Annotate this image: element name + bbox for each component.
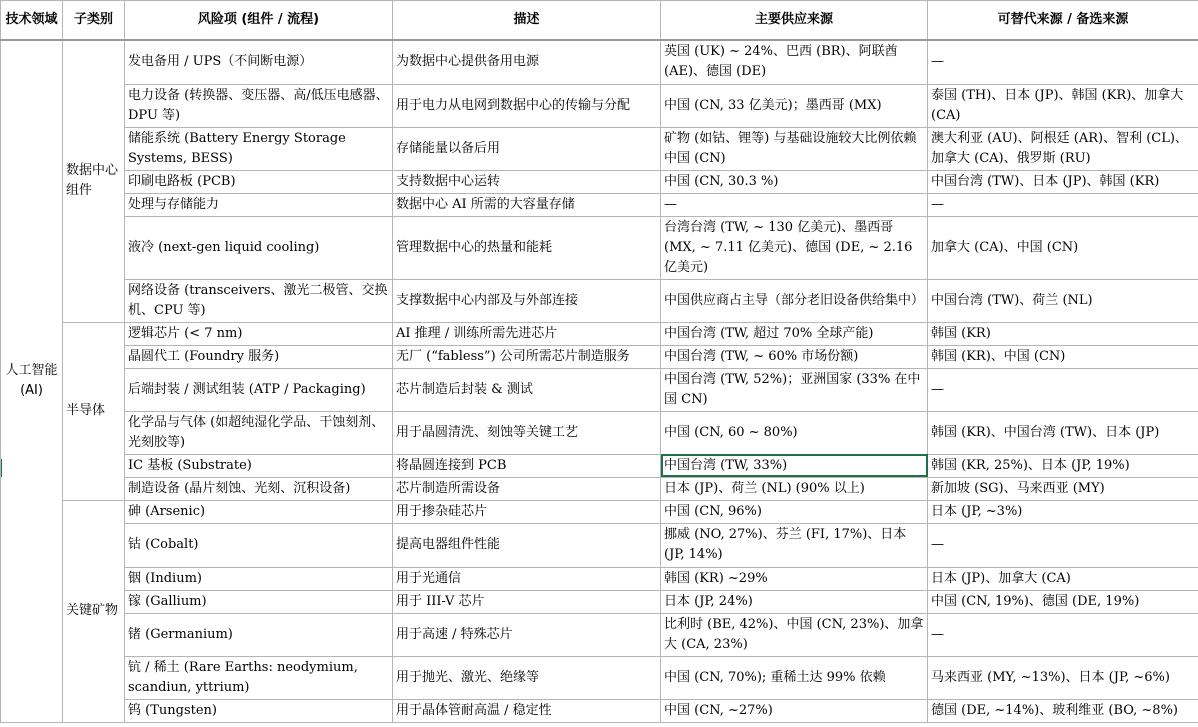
table-row xyxy=(1,477,1198,500)
alternative-source-cell[interactable]: 中国台湾 (TW)、日本 (JP)、韩国 (KR) xyxy=(928,170,1198,193)
table-row xyxy=(1,411,1198,454)
alternative-source-cell[interactable]: 中国 (CN, 19%)、德国 (DE, 19%) xyxy=(928,590,1198,613)
alternative-source-cell[interactable]: 澳大利亚 (AU)、阿根廷 (AR)、智利 (CL)、加拿大 (CA)、俄罗斯 (RU) xyxy=(928,127,1198,170)
alternative-source-cell[interactable]: 韩国 (KR, 25%)、日本 (JP, 19%) xyxy=(928,454,1198,477)
description-cell[interactable]: 用于晶体管耐高温 / 稳定性 xyxy=(393,699,661,722)
primary-source-cell[interactable]: 中国 (CN, 70%); 重稀土达 99% 依赖 xyxy=(661,656,928,699)
primary-source-cell[interactable]: 中国 (CN, 30.3 %) xyxy=(661,170,928,193)
primary-source-cell[interactable]: 中国台湾 (TW, 52%)；亚洲国家 (33% 在中国 CN) xyxy=(661,368,928,411)
risk-item-cell[interactable]: 后端封装 / 测试组装 (ATP / Packaging) xyxy=(125,368,393,411)
description-cell[interactable]: 为数据中心提供备用电源 xyxy=(393,40,661,84)
risk-item-cell[interactable]: 铟 (Indium) xyxy=(125,567,393,590)
primary-source-cell[interactable]: 中国 (CN, 33 亿美元)；墨西哥 (MX) xyxy=(661,84,928,127)
risk-item-cell[interactable]: 发电备用 / UPS（不间断电源） xyxy=(125,40,393,84)
risk-item-cell[interactable]: IC 基板 (Substrate) xyxy=(125,454,393,477)
description-cell[interactable]: AI 推理 / 训练所需先进芯片 xyxy=(393,322,661,345)
table-row xyxy=(1,127,1198,170)
alternative-source-cell[interactable]: 韩国 (KR)、中国 (CN) xyxy=(928,345,1198,368)
primary-source-cell[interactable]: 中国台湾 (TW, 超过 70% 全球产能) xyxy=(661,322,928,345)
primary-source-cell[interactable]: 中国 (CN, 60 ~ 80%) xyxy=(661,411,928,454)
description-cell[interactable]: 用于光通信 xyxy=(393,567,661,590)
risk-item-cell[interactable]: 砷 (Arsenic) xyxy=(125,500,393,523)
risk-item-cell[interactable]: 化学品与气体 (如超纯湿化学品、干蚀刻剂、光刻胶等) xyxy=(125,411,393,454)
alternative-source-cell[interactable]: 日本 (JP, ~3%) xyxy=(928,500,1198,523)
description-cell[interactable]: 提高电器组件性能 xyxy=(393,523,661,567)
alternative-source-cell[interactable]: — xyxy=(928,523,1198,567)
primary-source-cell[interactable]: 挪威 (NO, 27%)、芬兰 (FI, 17%)、日本 (JP, 14%) xyxy=(661,523,928,567)
table-row xyxy=(1,193,1198,216)
primary-source-cell[interactable]: 日本 (JP, 24%) xyxy=(661,590,928,613)
table-row xyxy=(1,590,1198,613)
alternative-source-cell[interactable]: — xyxy=(928,40,1198,84)
description-cell[interactable]: 用于电力从电网到数据中心的传输与分配 xyxy=(393,84,661,127)
description-cell[interactable]: 无厂 (“fabless”) 公司所需芯片制造服务 xyxy=(393,345,661,368)
description-cell[interactable]: 数据中心 AI 所需的大容量存储 xyxy=(393,193,661,216)
table-row xyxy=(1,500,1198,523)
alternative-source-cell[interactable]: — xyxy=(928,368,1198,411)
description-cell[interactable]: 用于高速 / 特殊芯片 xyxy=(393,613,661,656)
primary-source-cell[interactable]: 韩国 (KR) ~29% xyxy=(661,567,928,590)
primary-source-cell[interactable]: 中国供应商占主导（部分老旧设备供给集中） xyxy=(661,279,928,322)
description-cell[interactable]: 芯片制造后封装 & 测试 xyxy=(393,368,661,411)
description-cell[interactable]: 芯片制造所需设备 xyxy=(393,477,661,500)
risk-item-cell[interactable]: 钨 (Tungsten) xyxy=(125,699,393,722)
primary-source-cell[interactable]: 中国台湾 (TW, 33%) xyxy=(661,454,928,477)
header-subcategory[interactable]: 子类别 xyxy=(63,1,125,41)
alternative-source-cell[interactable]: — xyxy=(928,193,1198,216)
risk-item-cell[interactable]: 储能系统 (Battery Energy Storage Systems, BESS) xyxy=(125,127,393,170)
primary-source-cell[interactable]: 中国台湾 (TW, ~ 60% 市场份额) xyxy=(661,345,928,368)
description-cell[interactable]: 支持数据中心运转 xyxy=(393,170,661,193)
area-cell[interactable]: 人工智能 (AI) xyxy=(1,40,63,722)
primary-source-cell[interactable]: 中国 (CN, ~27%) xyxy=(661,699,928,722)
primary-source-cell[interactable]: — xyxy=(661,193,928,216)
risk-item-cell[interactable]: 晶圆代工 (Foundry 服务) xyxy=(125,345,393,368)
alternative-source-cell[interactable]: 韩国 (KR) xyxy=(928,322,1198,345)
risk-item-cell[interactable]: 液冷 (next-gen liquid cooling) xyxy=(125,216,393,279)
table-row xyxy=(1,523,1198,567)
description-cell[interactable]: 用于 III-V 芯片 xyxy=(393,590,661,613)
subcategory-cell[interactable]: 数据中心组件 xyxy=(63,40,125,322)
description-cell[interactable]: 存储能量以备后用 xyxy=(393,127,661,170)
table-row xyxy=(1,613,1198,656)
primary-source-cell[interactable]: 中国 (CN, 96%) xyxy=(661,500,928,523)
primary-source-cell[interactable]: 英国 (UK) ~ 24%、巴西 (BR)、阿联酋 (AE)、德国 (DE) xyxy=(661,40,928,84)
primary-source-cell[interactable]: 日本 (JP)、荷兰 (NL) (90% 以上) xyxy=(661,477,928,500)
table-row xyxy=(1,454,1198,477)
alternative-source-cell[interactable]: 韩国 (KR)、中国台湾 (TW)、日本 (JP) xyxy=(928,411,1198,454)
header-risk-item[interactable]: 风险项 (组件 / 流程) xyxy=(125,1,393,41)
table-row xyxy=(1,170,1198,193)
table-row xyxy=(1,216,1198,279)
header-alternative-source[interactable]: 可替代来源 / 备选来源 xyxy=(928,1,1198,41)
description-cell[interactable]: 用于抛光、激光、绝缘等 xyxy=(393,656,661,699)
table-row xyxy=(1,656,1198,699)
risk-item-cell[interactable]: 钴 (Cobalt) xyxy=(125,523,393,567)
risk-item-cell[interactable]: 钪 / 稀土 (Rare Earths: neodymium, scandiun, yttrium) xyxy=(125,656,393,699)
primary-source-cell[interactable]: 比利时 (BE, 42%)、中国 (CN, 23%)、加拿大 (CA, 23%) xyxy=(661,613,928,656)
risk-item-cell[interactable]: 电力设备 (转换器、变压器、高/低压电感器、DPU 等) xyxy=(125,84,393,127)
table-row xyxy=(1,84,1198,127)
alternative-source-cell[interactable]: 泰国 (TH)、日本 (JP)、韩国 (KR)、加拿大 (CA) xyxy=(928,84,1198,127)
risk-item-cell[interactable]: 处理与存储能力 xyxy=(125,193,393,216)
risk-item-cell[interactable]: 锗 (Germanium) xyxy=(125,613,393,656)
header-row xyxy=(1,1,1198,41)
subcategory-cell[interactable]: 半导体 xyxy=(63,322,125,500)
alternative-source-cell[interactable]: 中国台湾 (TW)、荷兰 (NL) xyxy=(928,279,1198,322)
primary-source-cell[interactable]: 矿物 (如钴、锂等) 与基础设施较大比例依赖中国 (CN) xyxy=(661,127,928,170)
risk-item-cell[interactable]: 网络设备 (transceivers、激光二极管、交换机、CPU 等) xyxy=(125,279,393,322)
table-row xyxy=(1,279,1198,322)
table-row xyxy=(1,40,1198,84)
risk-item-cell[interactable]: 逻辑芯片 (< 7 nm) xyxy=(125,322,393,345)
header-area[interactable]: 技术领域 xyxy=(1,1,63,41)
description-cell[interactable]: 将晶圆连接到 PCB xyxy=(393,454,661,477)
description-cell[interactable]: 用于掺杂硅芯片 xyxy=(393,500,661,523)
alternative-source-cell[interactable]: — xyxy=(928,613,1198,656)
description-cell[interactable]: 管理数据中心的热量和能耗 xyxy=(393,216,661,279)
table-row xyxy=(1,368,1198,411)
subcategory-cell[interactable]: 关键矿物 xyxy=(63,500,125,722)
risk-item-cell[interactable]: 制造设备 (晶片刻蚀、光刻、沉积设备) xyxy=(125,477,393,500)
description-cell[interactable]: 用于晶圆清洗、刻蚀等关键工艺 xyxy=(393,411,661,454)
alternative-source-cell[interactable]: 马来西亚 (MY, ~13%)、日本 (JP, ~6%) xyxy=(928,656,1198,699)
alternative-source-cell[interactable]: 加拿大 (CA)、中国 (CN) xyxy=(928,216,1198,279)
primary-source-cell[interactable]: 台湾台湾 (TW, ~ 130 亿美元)、墨西哥 (MX, ~ 7.11 亿美元)、德国 (DE, ~ 2.16 亿美元) xyxy=(661,216,928,279)
alternative-source-cell[interactable]: 日本 (JP)、加拿大 (CA) xyxy=(928,567,1198,590)
table-row xyxy=(1,699,1198,722)
alternative-source-cell[interactable]: 新加坡 (SG)、马来西亚 (MY) xyxy=(928,477,1198,500)
risk-item-cell[interactable]: 印刷电路板 (PCB) xyxy=(125,170,393,193)
table-row xyxy=(1,345,1198,368)
table-row xyxy=(1,567,1198,590)
risk-item-cell[interactable]: 镓 (Gallium) xyxy=(125,590,393,613)
table-row xyxy=(1,322,1198,345)
header-primary-source[interactable]: 主要供应来源 xyxy=(661,1,928,41)
description-cell[interactable]: 支撑数据中心内部及与外部连接 xyxy=(393,279,661,322)
header-description[interactable]: 描述 xyxy=(393,1,661,41)
alternative-source-cell[interactable]: 德国 (DE, ~14%)、玻利维亚 (BO, ~8%) xyxy=(928,699,1198,722)
